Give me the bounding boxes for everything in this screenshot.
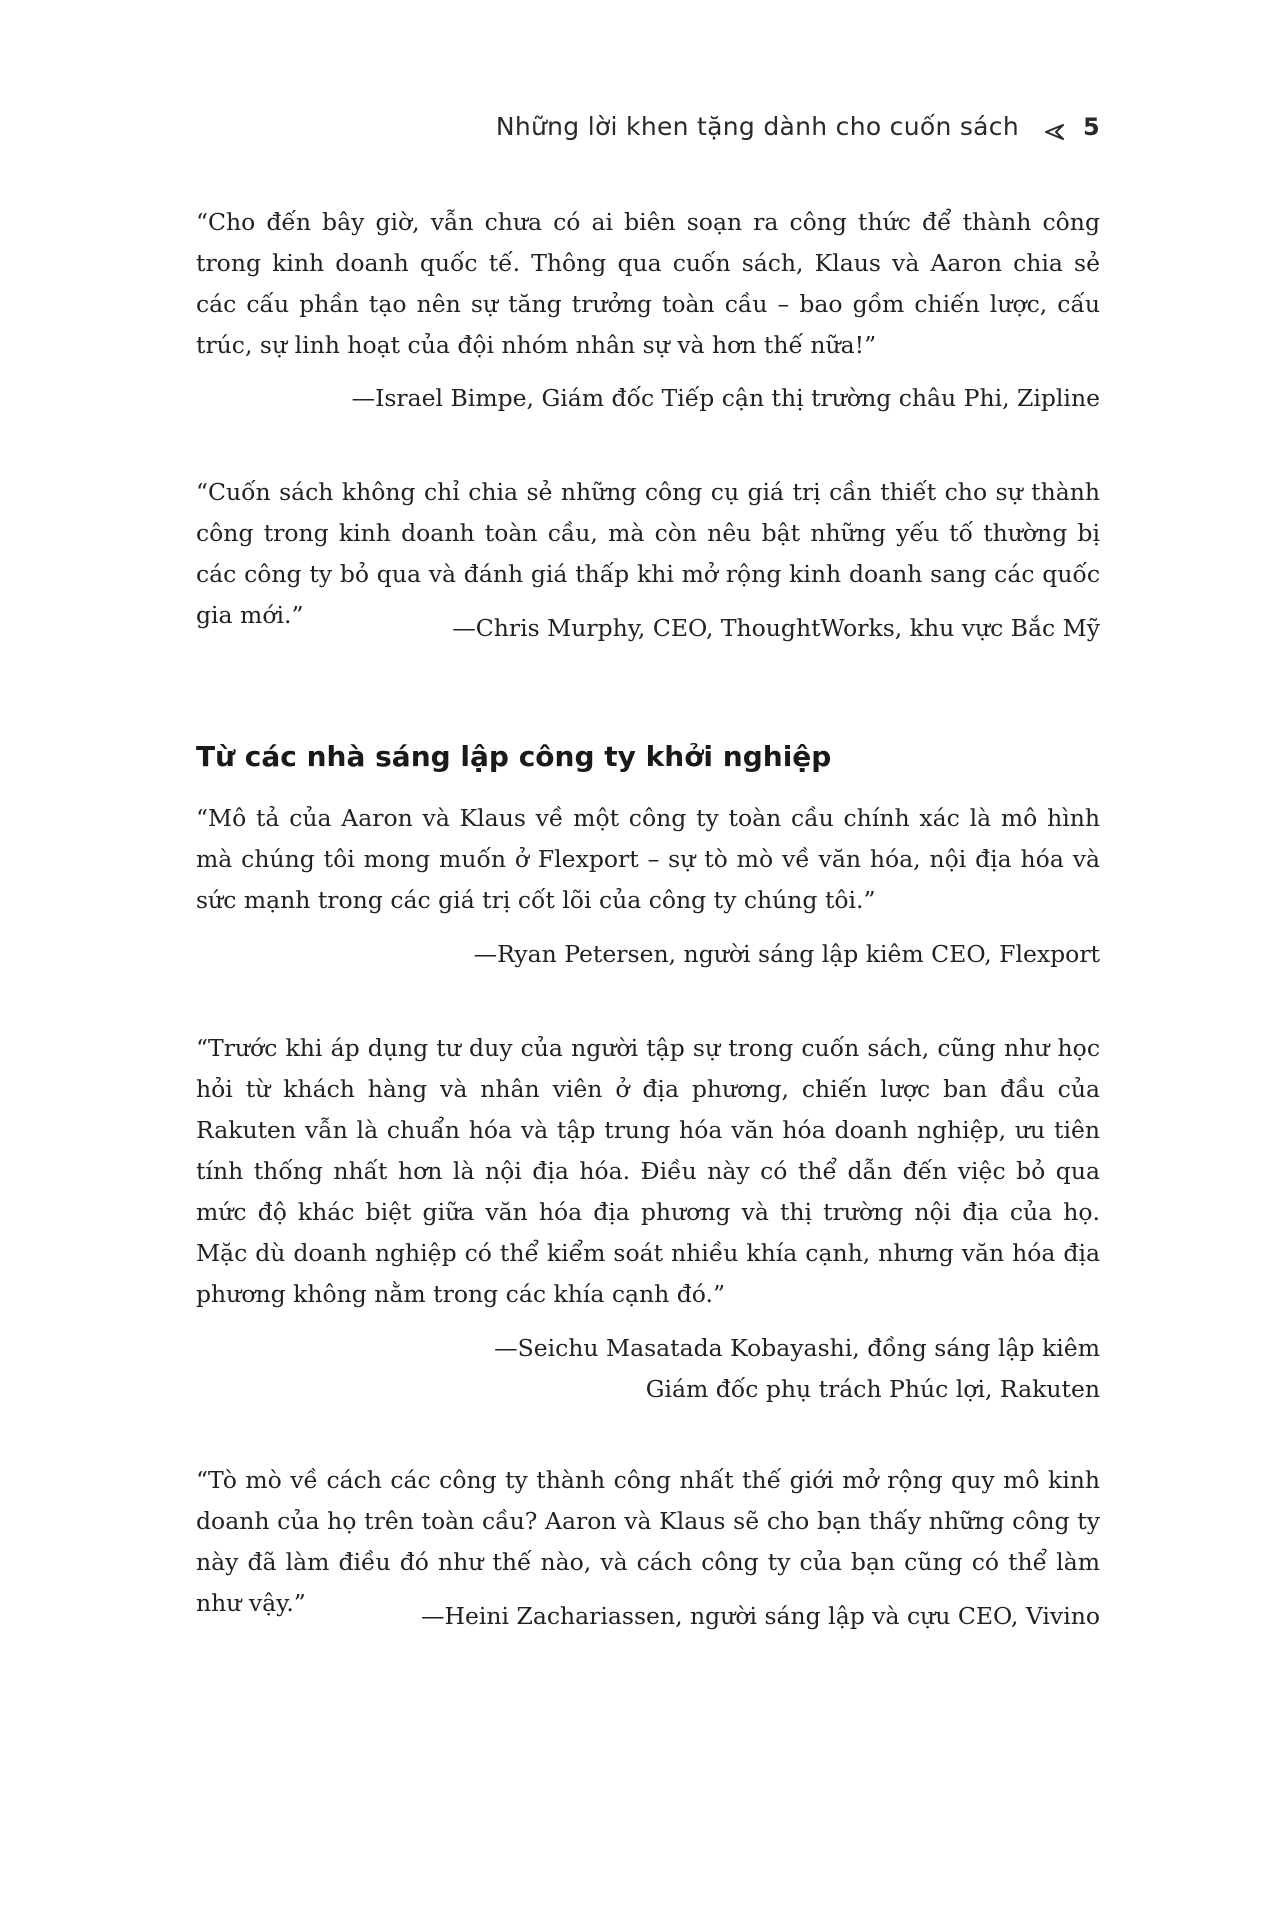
quote-block xyxy=(196,202,1100,366)
quote-text: “Trước khi áp dụng tư duy của người tập sự trong cuốn sách, cũng như học hỏi từ khách hàng và nhân viên ở địa phương, chiến lược ban đầu của Rakuten vẫn là chuẩn hóa và tập trung hóa văn hóa doanh nghiệp, ưu tiên tính thống nhất hơn là nội địa hóa. Điều này có thể dẫn đến việc bỏ qua mức độ khác biệt giữa văn hóa địa phương và thị trường nội địa của họ. Mặc dù doanh nghiệp có thể kiểm soát nhiều khía cạnh, nhưng văn hóa địa phương không nằm trong các khía cạnh đó.” xyxy=(196,1034,1100,1308)
quote-text: “Cho đến bây giờ, vẫn chưa có ai biên soạn ra công thức để thành công trong kinh doanh quốc tế. Thông qua cuốn sách, Klaus và Aaron chia sẻ các cấu phần tạo nên sự tăng trưởng toàn cầu – bao gồm chiến lược, cấu trúc, sự linh hoạt của đội nhóm nhân sự và hơn thế nữa!” xyxy=(196,208,1100,359)
quote-attribution-line: Giám đốc phụ trách Phúc lợi, Rakuten xyxy=(645,1375,1100,1403)
quote-block xyxy=(196,1028,1100,1315)
running-header-title: Những lời khen tặng dành cho cuốn sách xyxy=(495,112,1019,141)
quote-attribution-line: —Seichu Masatada Kobayashi, đồng sáng lập kiêm xyxy=(494,1334,1100,1362)
quote-attribution-block xyxy=(196,608,1100,649)
quote-attribution: —Heini Zachariassen, người sáng lập và cựu CEO, Vivino xyxy=(420,1602,1100,1630)
quote-text: “Tò mò về cách các công ty thành công nhất thế giới mở rộng quy mô kinh doanh của họ trên toàn cầu? Aaron và Klaus sẽ cho bạn thấy những công ty này đã làm điều đó như thế nào, và cách công ty của bạn cũng có thể làm như vậy.” xyxy=(196,1466,1100,1617)
quote-attribution: —Chris Murphy, CEO, ThoughtWorks, khu vực Bắc Mỹ xyxy=(452,614,1100,642)
quote-attribution: —Israel Bimpe, Giám đốc Tiếp cận thị trường châu Phi, Zipline xyxy=(351,384,1100,412)
arrow-icon xyxy=(1043,118,1065,136)
quote-attribution-block xyxy=(196,934,1100,975)
quote-attribution xyxy=(196,1328,1100,1410)
section-heading: Từ các nhà sáng lập công ty khởi nghiệp xyxy=(196,740,832,773)
quote-attribution-block xyxy=(196,1328,1100,1410)
quote-block xyxy=(196,798,1100,921)
quote-text: “Mô tả của Aaron và Klaus về một công ty toàn cầu chính xác là mô hình mà chúng tôi mong muốn ở Flexport – sự tò mò về văn hóa, nội địa hóa và sức mạnh trong các giá trị cốt lõi của công ty chúng tôi.” xyxy=(196,804,1100,914)
quote-attribution-block xyxy=(196,1596,1100,1637)
quote-attribution-block xyxy=(196,378,1100,419)
running-header xyxy=(496,112,1100,141)
quote-text: “Cuốn sách không chỉ chia sẻ những công cụ giá trị cần thiết cho sự thành công trong kinh doanh toàn cầu, mà còn nêu bật những yếu tố thường bị các công ty bỏ qua và đánh giá thấp khi mở rộng kinh doanh sang các quốc gia mới.” xyxy=(196,478,1100,629)
page-number: 5 xyxy=(1083,112,1100,141)
quote-attribution: —Ryan Petersen, người sáng lập kiêm CEO, Flexport xyxy=(473,940,1100,968)
